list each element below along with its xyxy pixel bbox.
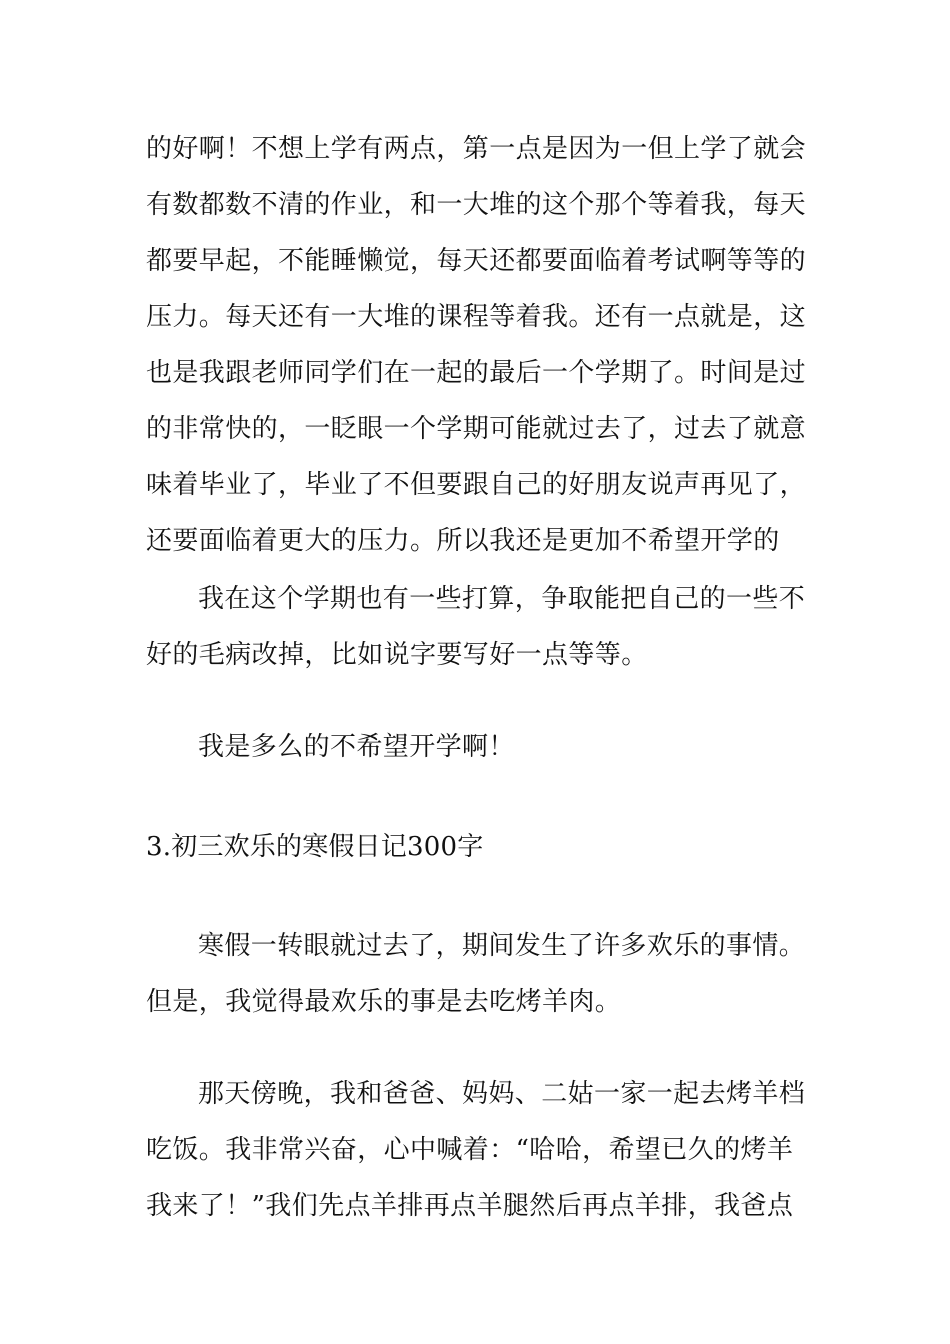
- paragraph-4: [146, 918, 810, 1030]
- paragraph-line: 的非常快的，一眨眼一个学期可能就过去了，过去了就意: [146, 414, 807, 444]
- paragraph-line: 也是我跟老师同学们在一起的最后一个学期了。时间是过: [146, 358, 807, 388]
- paragraph-line: 那天傍晚，我和爸爸、妈妈、二姑一家一起去烤羊档: [198, 1079, 806, 1109]
- paragraph-line: 寒假一转眼就过去了，期间发生了许多欢乐的事情。: [198, 931, 806, 961]
- paragraph-line: 但是，我觉得最欢乐的事是去吃烤羊肉。: [146, 987, 622, 1017]
- paragraph-line: 味着毕业了，毕业了不但要跟自己的好朋友说声再见了，: [146, 470, 807, 500]
- paragraph-line: 压力。每天还有一大堆的课程等着我。还有一点就是，这: [146, 302, 807, 332]
- paragraph-line: 有数都数不清的作业，和一大堆的这个那个等着我，每天: [146, 190, 807, 220]
- paragraph-line: 的好啊！不想上学有两点，第一点是因为一但上学了就会: [146, 134, 807, 164]
- paragraph-1: [146, 121, 810, 569]
- paragraph-line: 都要早起，不能睡懒觉，每天还都要面临着考试啊等等的: [146, 246, 807, 276]
- paragraph-2: [146, 571, 810, 683]
- paragraph-line: 我在这个学期也有一些打算，争取能把自己的一些不: [198, 584, 806, 614]
- section-heading: 3.初三欢乐的寒假日记300字: [146, 832, 484, 862]
- paragraph-line: 好的毛病改掉，比如说字要写好一点等等。: [146, 640, 648, 670]
- paragraph-line: 吃饭。我非常兴奋，心中喊着：“哈哈，希望已久的烤羊: [146, 1135, 794, 1165]
- paragraph-line: 我是多么的不希望开学啊！: [198, 732, 515, 762]
- paragraph-line: 我来了！”我们先点羊排再点羊腿然后再点羊排，我爸点: [146, 1191, 794, 1221]
- paragraph-line: 还要面临着更大的压力。所以我还是更加不希望开学的: [146, 526, 780, 556]
- paragraph-5: [146, 1066, 810, 1234]
- paragraph-3: [146, 719, 810, 775]
